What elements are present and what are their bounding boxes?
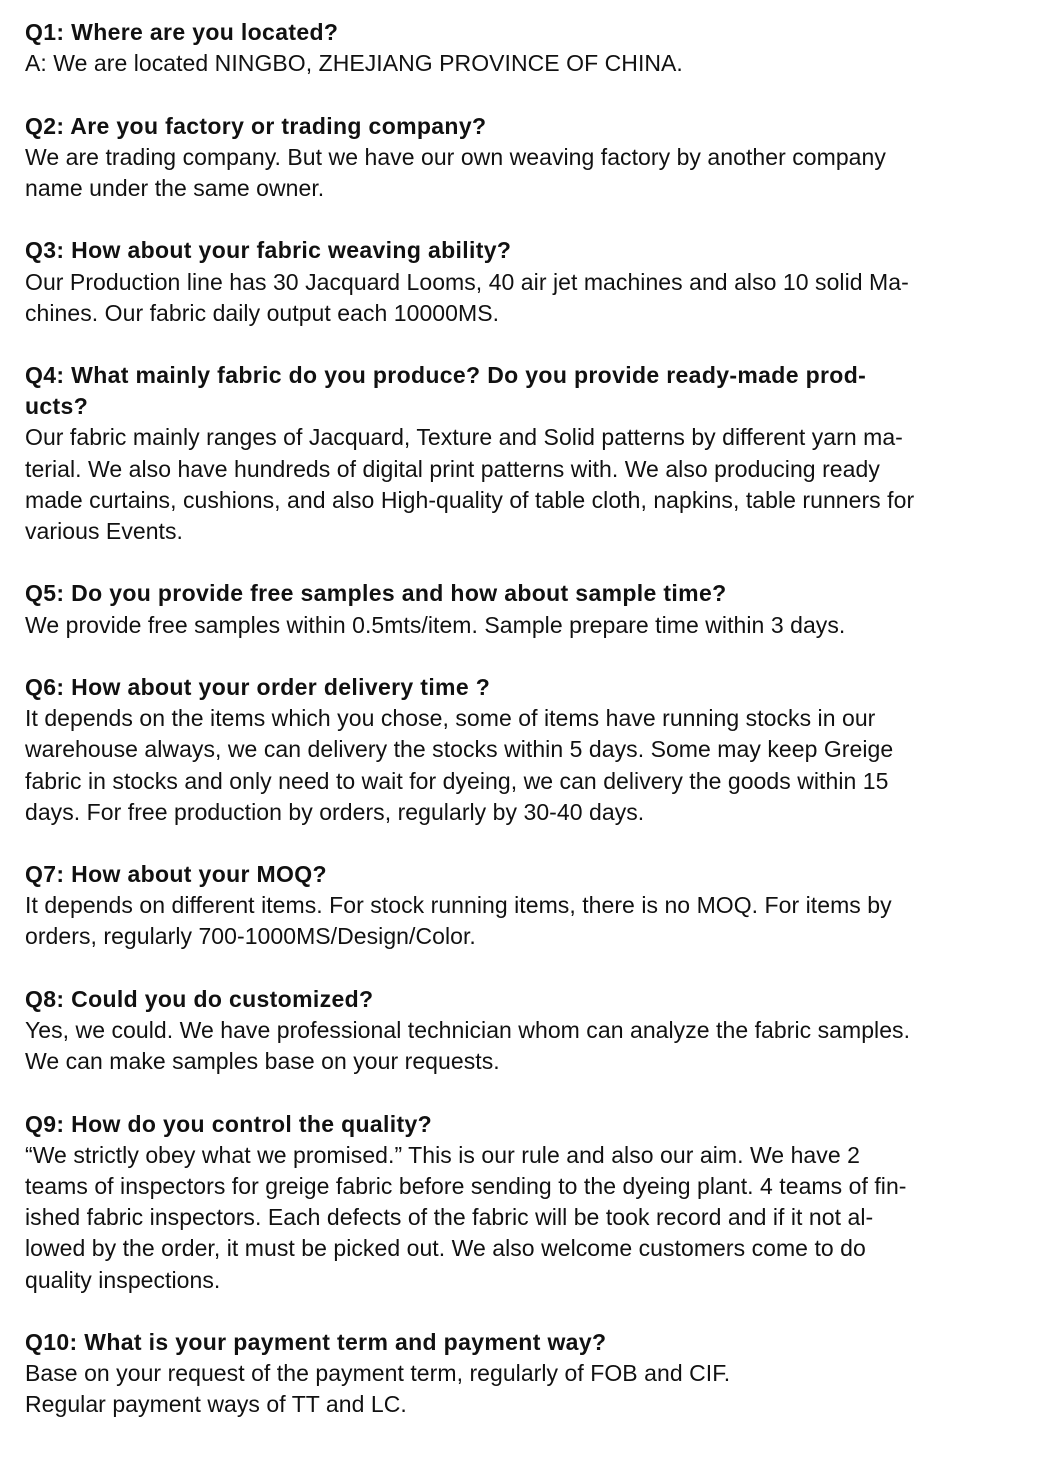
faq-item-q8 [25,984,1045,1078]
question-heading: Q4: What mainly fabric do you produce? Do you provide ready-made prod- [25,362,867,389]
answer-text: It depends on the items which you chose, some of items have running stocks in our [25,705,876,732]
answer-text: Yes, we could. We have professional technician whom can analyze the fabric samples. [25,1017,911,1043]
faq-document [25,17,1045,1452]
answer-text: Regular payment ways of TT and LC. [25,1391,407,1418]
answer-text: “We strictly obey what we promised.” This is our rule and also our aim. We have 2 [25,1141,860,1168]
answer-text: terial. We also have hundreds of digital print patterns with. We also producing ready [25,455,880,482]
answer-text: Our fabric mainly ranges of Jacquard, Texture and Solid patterns by different yarn ma- [25,424,903,451]
question-heading: Q2: Are you factory or trading company? [25,112,487,139]
faq-item-q1 [25,17,1045,79]
question-heading: Q5: Do you provide free samples and how about sample time? [25,580,727,607]
answer-text: fabric in stocks and only need to wait for dyeing, we can delivery the goods within 15 [25,767,889,794]
question-heading: Q10: What is your payment term and payment way? [25,1328,607,1355]
question-heading: Q7: How about your MOQ? [25,861,327,888]
faq-item-q4 [25,360,1045,547]
answer-text: Base on your request of the payment term, regularly of FOB and CIF. [25,1360,731,1387]
faq-item-q7 [25,859,1045,953]
answer-text: teams of inspectors for greige fabric before sending to the dyeing plant. 4 teams of fin- [25,1172,907,1199]
answer-text: lowed by the order, it must be picked out. We also welcome customers come to do [25,1235,866,1262]
answer-text: We can make samples base on your requests. [25,1048,500,1075]
faq-item-q5 [25,578,1045,640]
faq-item-q10 [25,1327,1045,1421]
faq-item-q6 [25,672,1045,828]
question-heading: Q9: How do you control the quality? [25,1110,433,1137]
answer-text: warehouse always, we can delivery the stocks within 5 days. Some may keep Greige [25,736,894,763]
faq-item-q9 [25,1109,1045,1296]
answer-text: ished fabric inspectors. Each defects of the fabric will be took record and if it not al- [25,1204,874,1231]
answer-text: Our Production line has 30 Jacquard Looms, 40 air jet machines and also 10 solid Ma- [25,268,909,295]
answer-text: It depends on different items. For stock running items, there is no MOQ. For items by [25,892,892,919]
faq-item-q3 [25,235,1045,329]
faq-item-q2 [25,111,1045,205]
answer-text: made curtains, cushions, and also High-quality of table cloth, napkins, table runners for [25,486,915,513]
answer-text: orders, regularly 700-1000MS/Design/Color. [25,923,476,950]
question-heading: Q8: Could you do customized? [25,985,374,1012]
question-heading: Q6: How about your order delivery time ? [25,673,491,700]
answer-text: A: We are located NINGBO, ZHEJIANG PROVINCE OF CHINA. [25,50,683,77]
question-heading: Q1: Where are you located? [25,19,339,45]
answer-text: We are trading company. But we have our own weaving factory by another company [25,143,886,170]
question-heading: ucts? [25,393,89,420]
answer-text: We provide free samples within 0.5mts/item. Sample prepare time within 3 days. [25,611,846,638]
answer-text: name under the same owner. [25,174,325,201]
answer-text: quality inspections. [25,1266,221,1293]
question-heading: Q3: How about your fabric weaving ability? [25,237,512,264]
answer-text: various Events. [25,518,183,544]
answer-text: days. For free production by orders, regularly by 30-40 days. [25,798,645,825]
answer-text: chines. Our fabric daily output each 10000MS. [25,299,500,326]
